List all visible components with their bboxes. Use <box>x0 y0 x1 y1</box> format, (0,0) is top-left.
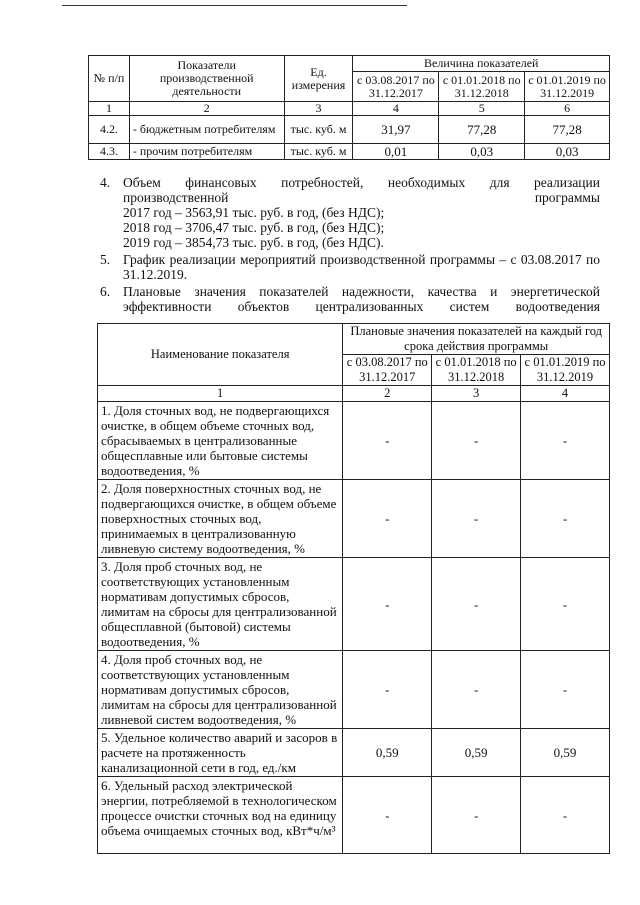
indicator-value: - <box>521 480 610 558</box>
indicator-value: - <box>432 402 521 480</box>
table-row <box>89 144 610 160</box>
budget-line: 2018 год – 3706,47 тыс. руб. в год, (без НДС); <box>123 220 385 235</box>
header-period: с 03.08.2017 по 31.12.2017 <box>353 72 439 102</box>
column-number: 5 <box>439 102 525 116</box>
indicator-value: - <box>521 558 610 651</box>
indicator-value: - <box>343 480 432 558</box>
row-value: 77,28 <box>439 116 525 144</box>
list-text: Плановые значения показателей надежности, качества и энергетической эффективности объектов централизованных систем водоотведения <box>123 284 600 314</box>
indicator-name: 5. Удельное количество аварий и засоров в расчете на протяженность канализационной сети в год, ед./км <box>98 729 343 777</box>
indicator-value: 0,59 <box>432 729 521 777</box>
production-indicators-table <box>88 55 610 160</box>
column-number: 2 <box>129 102 284 116</box>
indicator-value: - <box>343 777 432 854</box>
header-period: с 01.01.2019 по 31.12.2019 <box>521 355 610 386</box>
list-number: 6. <box>100 284 111 299</box>
indicator-name: 6. Удельный расход электрической энергии, потребляемой в технологическом процессе очистки сточных вод на единицу объема очищаемых сточных вод, кВт*ч/м³ <box>98 777 343 854</box>
indicator-value: - <box>432 777 521 854</box>
indicator-value: - <box>432 480 521 558</box>
header-period: с 01.01.2018 по 31.12.2018 <box>432 355 521 386</box>
top-rule <box>62 5 407 6</box>
row-value: 0,03 <box>439 144 525 160</box>
list-item <box>100 284 600 314</box>
indicator-value: - <box>432 651 521 729</box>
indicator-value: - <box>521 402 610 480</box>
column-number: 4 <box>521 386 610 402</box>
row-indicator: - бюджетным потребителям <box>129 116 284 144</box>
header-name: Наименование показателя <box>98 324 343 386</box>
table-row <box>89 116 610 144</box>
column-number: 1 <box>89 102 130 116</box>
header-num: № п/п <box>89 56 130 102</box>
table-row <box>98 480 610 558</box>
indicator-value: - <box>343 558 432 651</box>
list-text: Объем финансовых потребностей, необходимых для реализации производственной программы <box>123 175 600 205</box>
header-period: с 01.01.2018 по 31.12.2018 <box>439 72 525 102</box>
planned-indicators-table <box>97 323 610 854</box>
indicator-value: - <box>343 402 432 480</box>
header-indicator: Показатели производственной деятельности <box>129 56 284 102</box>
row-value: 0,03 <box>525 144 610 160</box>
header-period: с 03.08.2017 по 31.12.2017 <box>343 355 432 386</box>
header-period: с 01.01.2019 по 31.12.2019 <box>525 72 610 102</box>
row-unit: тыс. куб. м <box>284 144 353 160</box>
list-number: 4. <box>100 175 111 190</box>
row-num: 4.3. <box>89 144 130 160</box>
indicator-value: 0,59 <box>521 729 610 777</box>
list-item <box>100 175 600 250</box>
row-value: 77,28 <box>525 116 610 144</box>
row-value: 31,97 <box>353 116 439 144</box>
column-number: 3 <box>284 102 353 116</box>
budget-line: 2019 год – 3854,73 тыс. руб. в год, (без НДС). <box>123 235 384 250</box>
indicator-name: 2. Доля поверхностных сточных вод, не подвергающихся очистке, в общем объеме поверхностных сточных вод, принимаемых в централизованную ливневую систему водоотведения, % <box>98 480 343 558</box>
column-number: 4 <box>353 102 439 116</box>
header-value-group: Величина показателей <box>353 56 610 72</box>
column-number: 2 <box>343 386 432 402</box>
header-group: Плановые значения показателей на каждый год срока действия программы <box>343 324 610 355</box>
indicator-value: - <box>521 651 610 729</box>
list-item <box>100 252 600 282</box>
table-row <box>98 402 610 480</box>
budget-line: 2017 год – 3563,91 тыс. руб. в год, (без НДС); <box>123 205 385 220</box>
indicator-name: 3. Доля проб сточных вод, не соответствующих установленным нормативам допустимых сбросов, лимитам на сбросы для централизованной общесплавной (бытовой) системы водоотведения, % <box>98 558 343 651</box>
list-number: 5. <box>100 252 111 267</box>
column-number: 1 <box>98 386 343 402</box>
indicator-value: 0,59 <box>343 729 432 777</box>
table-row <box>98 651 610 729</box>
column-number: 3 <box>432 386 521 402</box>
row-indicator: - прочим потребителям <box>129 144 284 160</box>
indicator-name: 4. Доля проб сточных вод, не соответствующих установленным нормативам допустимых сбросов, лимитам на сбросы для централизованной ливневой систем водоотведения, % <box>98 651 343 729</box>
row-value: 0,01 <box>353 144 439 160</box>
indicator-value: - <box>432 558 521 651</box>
row-num: 4.2. <box>89 116 130 144</box>
numbered-list <box>100 175 600 316</box>
table-row <box>98 729 610 777</box>
indicator-value: - <box>343 651 432 729</box>
indicator-name: 1. Доля сточных вод, не подвергающихся очистке, в общем объеме сточных вод, сбрасываемых в централизованные общесплавные или бытовые системы водоотведения, % <box>98 402 343 480</box>
row-unit: тыс. куб. м <box>284 116 353 144</box>
column-number: 6 <box>525 102 610 116</box>
table-row <box>98 558 610 651</box>
list-text: График реализации мероприятий производственной программы – с 03.08.2017 по 31.12.2019. <box>123 252 600 282</box>
table-row <box>98 777 610 854</box>
indicator-value: - <box>521 777 610 854</box>
header-unit: Ед. измерения <box>284 56 353 102</box>
